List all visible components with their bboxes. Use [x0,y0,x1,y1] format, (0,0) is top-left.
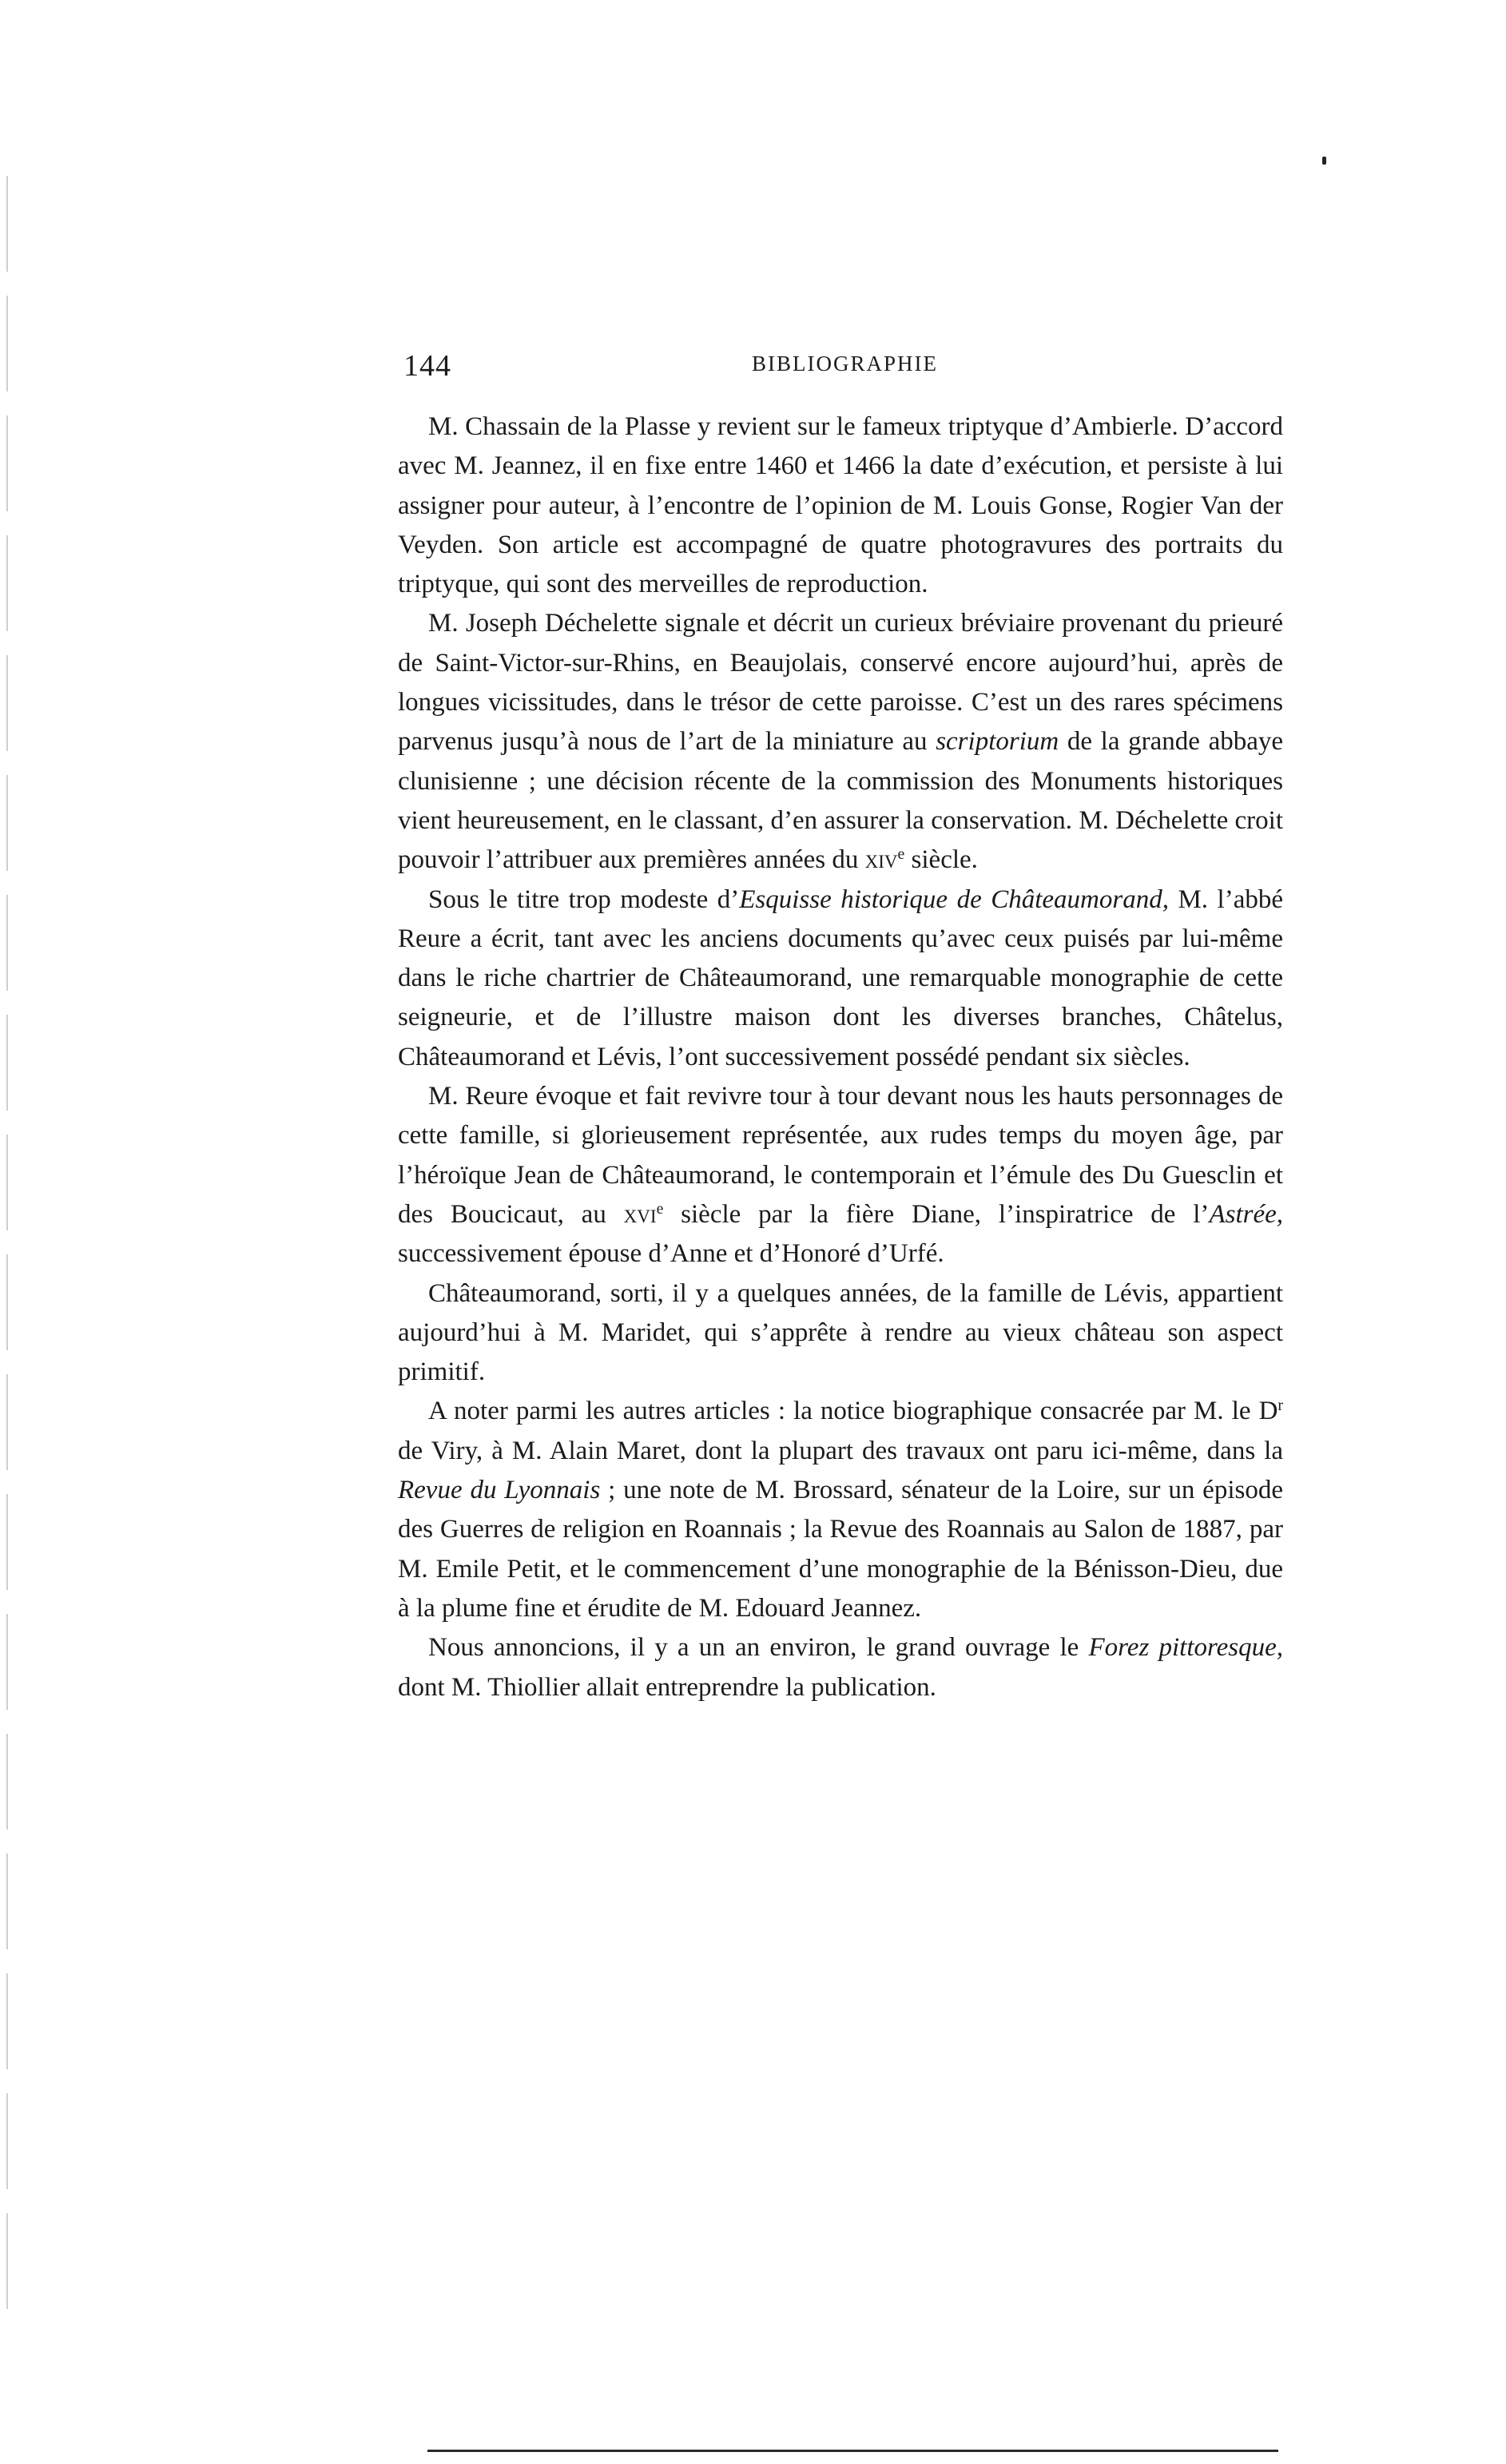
superscript-text: r [1278,1397,1283,1415]
text-run: M. Chassain de la Plasse y revient sur le fameux triptyque d’Ambierle. D’accord avec M. Jeannez, il en fixe entre 1460 et 1466 la date d’exécution, et persiste à lui assigner pour auteur, à l’encontre de l’opinion de M. Louis Gonse, Rogier Van der Veyden. Son article est accompagné de quatre photogravures des portraits du triptyque, qui sont des merveilles de reproduction. [398,412,1283,599]
superscript-text: e [897,845,905,864]
page-edge-shadow [6,176,8,2333]
paragraph [398,1274,1283,1393]
body-text [398,407,1283,1707]
text-run: Nous annoncions, il y a un an environ, le grand ouvrage le [428,1633,1089,1663]
page-header [403,348,1286,388]
text-run: siècle. [904,845,978,875]
paragraph [398,880,1283,1077]
text-run: de la grande abbaye clunisienne ; une décision récente de la commission des Monuments historiques vient heureusement, en le classant, d’en assurer la conservation. M. Déchelette croit pouvoir l’attribuer aux premières années du [398,727,1284,875]
italic-text: Esquisse historique de Châteaumorand, [739,884,1169,914]
text-run: siècle par la fière Diane, l’inspiratrice de l’ [663,1199,1210,1229]
text-run: ; une note de M. Brossard, sénateur de la Loire, sur un épisode des Guerres de religion en Roannais ; la Revue des Roannais au Salon de 1887, par M. Emile Petit, et le commencement d’une monographie de la Bénisson-Dieu, due à la plume fine et érudite de M. Edouard Jeannez. [398,1476,1283,1623]
text-run: de Viry, à M. Alain Maret, dont la plupart des travaux ont paru ici-même, dans la [398,1436,1283,1465]
bottom-rule [427,2450,1278,2452]
text-run: A noter parmi les autres articles : la notice biographique consacrée par M. le D [428,1397,1278,1426]
running-title: BIBLIOGRAPHIE [752,352,938,376]
paragraph [398,407,1283,604]
text-run: M. Reure évoque et fait revivre tour à tour devant nous les hauts personnages de cette famille, si glorieusement représentée, aux rudes temps du moyen âge, par l’héroïque Jean de Châteaumorand, le contemporain et l’émule des Du Guesclin et des Boucicaut, au [398,1082,1283,1229]
italic-text: Astrée, [1209,1199,1283,1229]
paragraph [398,1077,1283,1274]
ink-speck [1322,157,1326,165]
paragraph [398,1392,1283,1628]
text-run: M. Joseph Déchelette signale et décrit un curieux bréviaire provenant du prieuré de Saint-Victor-sur-Rhins, en Beaujolais, conservé encore aujourd’hui, après de longues vicissitudes, dans le trésor de cette paroisse. C’est un des rares spécimens parvenus jusqu’à nous de l’art de la miniature au [398,609,1283,757]
small-caps-text: xvi [623,1199,657,1229]
small-caps-text: xiv [864,845,898,875]
italic-text: scriptorium [936,727,1059,757]
italic-text: Forez pittoresque, [1088,1633,1284,1663]
italic-text: Revue du Lyonnais [398,1476,601,1505]
paragraph [398,1628,1283,1707]
paragraph [398,604,1283,880]
text-run: successivement épouse d’Anne et d’Honoré d’Urfé. [398,1239,944,1269]
superscript-text: e [656,1200,664,1218]
text-run: Châteaumorand, sorti, il y a quelques années, de la famille de Lévis, appartient aujourd’hui à M. Maridet, qui s’apprête à rendre au vieux château son aspect primitif. [398,1278,1283,1387]
text-run: Sous le titre trop modeste d’ [428,884,740,914]
text-run: M. l’abbé Reure a écrit, tant avec les anciens documents qu’avec ceux puisés par lui-même dans le riche chartrier de Châteaumorand, une remarquable monographie de cette seigneurie, et de l’illustre maison dont les diverses branches, Châtelus, Châteaumorand et Lévis, l’ont successivement possédé pendant six siècles. [398,884,1284,1071]
text-run: dont M. Thiollier allait entreprendre la publication. [398,1672,936,1702]
page-number: 144 [403,349,451,383]
